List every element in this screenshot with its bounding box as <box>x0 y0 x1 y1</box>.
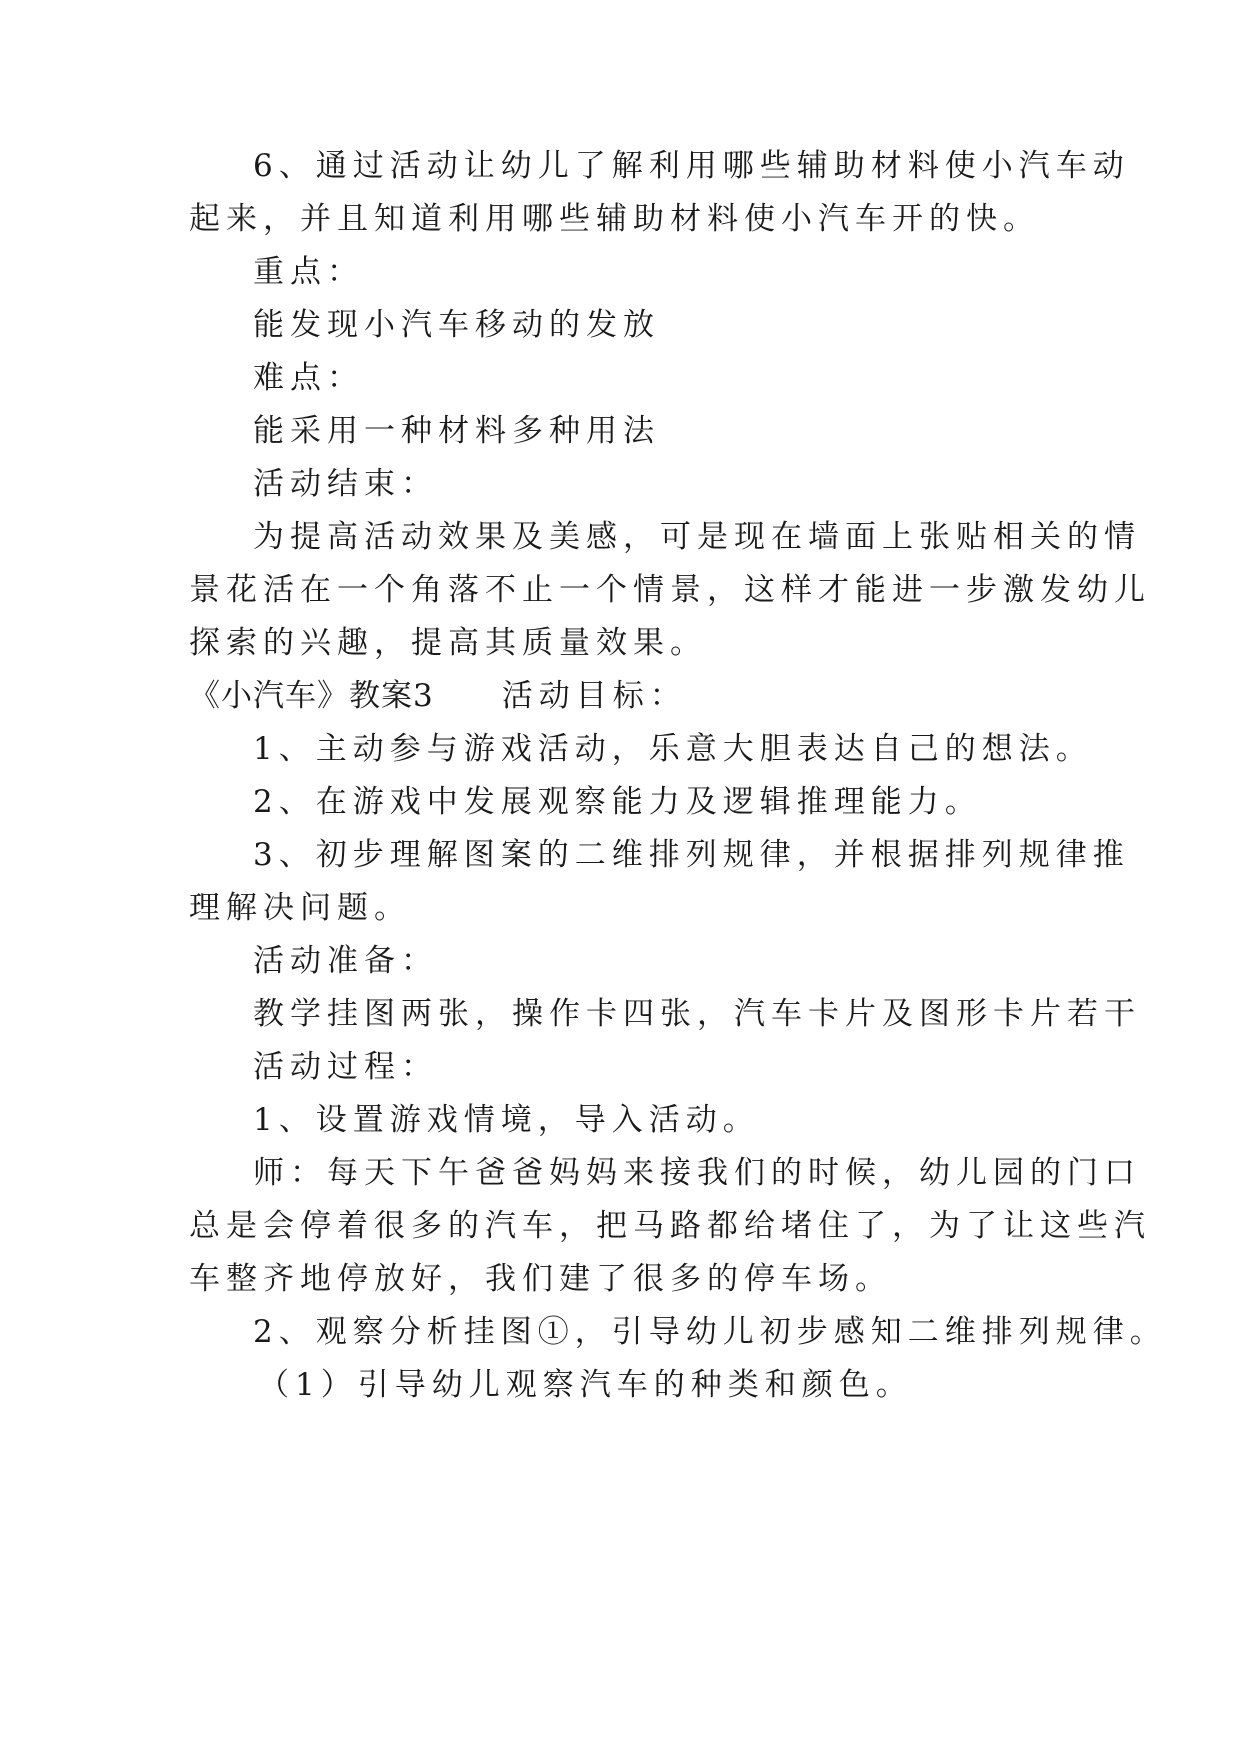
paragraph-line: 景花活在一个角落不止一个情景，这样才能进一步激发幼儿 <box>189 572 1151 608</box>
section-label-activity-end: 活动结束： <box>253 466 438 502</box>
paragraph-line: 师：每天下午爸爸妈妈来接我们的时候，幼儿园的门口 <box>253 1155 1141 1191</box>
sub-list-item: （1）引导幼儿观察汽车的种类和颜色。 <box>258 1367 913 1403</box>
list-item: 1、设置游戏情境，导入活动。 <box>253 1102 760 1138</box>
list-item: 2、在游戏中发展观察能力及逻辑推理能力。 <box>253 784 982 820</box>
paragraph-line: 6、通过活动让幼儿了解利用哪些辅助材料使小汽车动 <box>253 148 1130 184</box>
paragraph-line: 为提高活动效果及美感，可是现在墙面上张贴相关的情 <box>253 519 1141 555</box>
section-label-activity-process: 活动过程： <box>253 1049 438 1085</box>
list-item: 3、初步理解图案的二维排列规律，并根据排列规律推 <box>253 837 1130 873</box>
section-label-difficulty: 难点： <box>253 360 364 396</box>
lesson-heading <box>189 676 687 716</box>
section-label-activity-prep: 活动准备： <box>253 943 438 979</box>
list-item: 1、主动参与游戏活动，乐意大胆表达自己的想法。 <box>253 731 1093 767</box>
list-item-continuation: 理解决问题。 <box>189 890 411 926</box>
paragraph-line: 起来，并且知道利用哪些辅助材料使小汽车开的快。 <box>189 201 1040 237</box>
paragraph-line: 总是会停着很多的汽车，把马路都给堵住了，为了让这些汽 <box>189 1208 1151 1244</box>
paragraph-line: 能发现小汽车移动的发放 <box>253 307 660 343</box>
lesson-title: 《小汽车》教案3 <box>189 678 434 714</box>
section-label-key-point: 重点： <box>253 254 364 290</box>
paragraph-line: 探索的兴趣，提高其质量效果。 <box>189 625 707 661</box>
paragraph-line: 车整齐地停放好，我们建了很多的停车场。 <box>189 1261 892 1297</box>
list-item: 2、观察分析挂图①，引导幼儿初步感知二维排列规律。 <box>253 1314 1167 1350</box>
paragraph-line: 能采用一种材料多种用法 <box>253 413 660 449</box>
paragraph-line: 教学挂图两张，操作卡四张，汽车卡片及图形卡片若干 <box>253 996 1141 1032</box>
section-label-activity-goals: 活动目标： <box>501 678 687 714</box>
